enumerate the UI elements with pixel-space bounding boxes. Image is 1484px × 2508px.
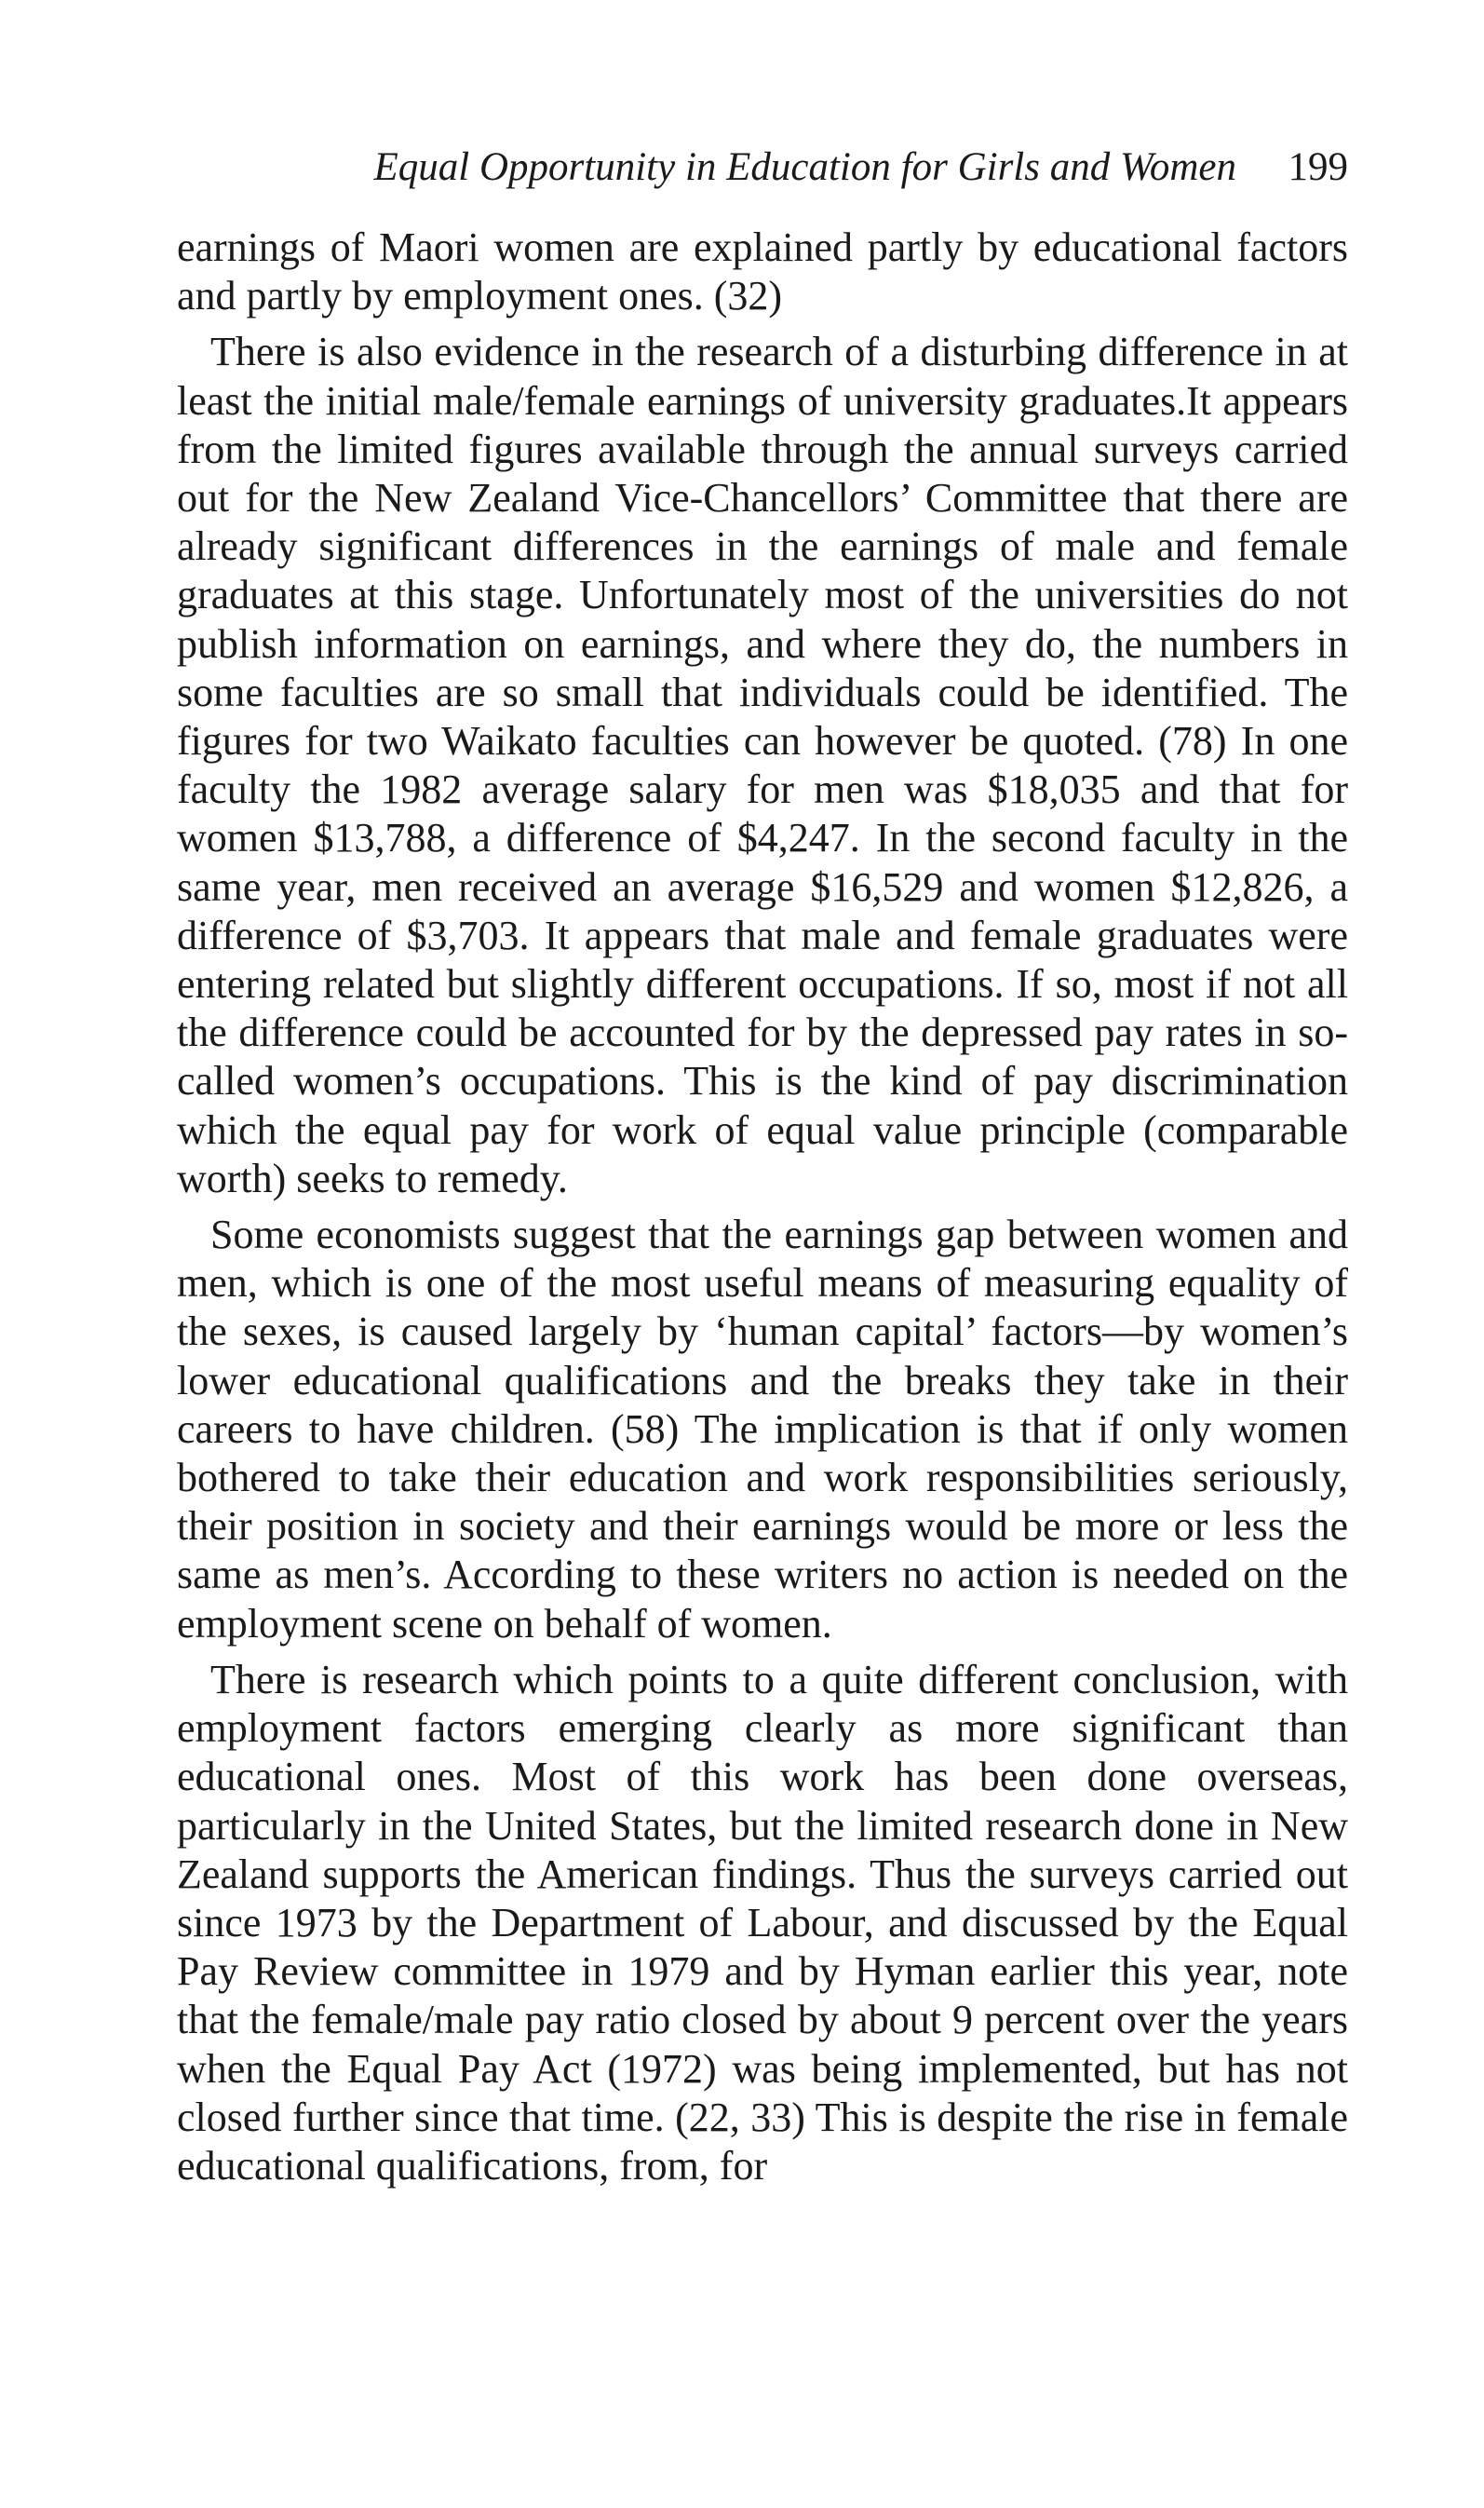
- paragraph-graduate-earnings: There is also evidence in the research of a disturbing difference in at least the initial male/female earnings of university graduates.It appears from the limited figures available through the annual surveys carried out for the New Zealand Vice-Chancellors’ Committee that there are already significant differences in the earnings of male and female graduates at this stage. Unfortunately most of the universities do not publish information on earnings, and where they do, the numbers in some faculties are so small that individuals could be identified. The figures for two Waikato faculties can however be quoted. (78) In one faculty the 1982 average salary for men was $18,035 and that for women $13,788, a difference of $4,247. In the second faculty in the same year, men received an average $16,529 and women $12,826, a difference of $3,703. It appears that male and female graduates were entering related but slightly different occupations. If so, most if not all the difference could be accounted for by the depressed pay rates in so-called women’s occupations. This is the kind of pay discrimination which the equal pay for work of equal value principle (comparable worth) seeks to remedy.: [177, 329, 1348, 1201]
- running-title: Equal Opportunity in Education for Girls and Women: [373, 145, 1236, 189]
- paragraph-human-capital: Some economists suggest that the earnings gap between women and men, which is one of the most useful means of measuring equality of the sexes, is caused largely by ‘human capital’ factors—by women’s lower educational qualifications and the breaks they take in their careers to have children. (58) The implication is that if only women bothered to take their education and work responsibilities seriously, their position in society and their earnings would be more or less the same as men’s. According to these writers no action is needed on the employment scene on behalf of women.: [177, 1212, 1348, 1647]
- body-text: [177, 224, 1348, 2190]
- paragraph-employment-factors: There is research which points to a quite different conclusion, with employment factors emerging clearly as more significant than educational ones. Most of this work has been done overseas, particularly in the United States, but the limited research done in New Zealand supports the American findings. Thus the surveys carried out since 1973 by the Department of Labour, and discussed by the Equal Pay Review committee in 1979 and by Hyman earlier this year, note that the female/male pay ratio closed by about 9 percent over the years when the Equal Pay Act (1972) was being implemented, but has not closed further since that time. (22, 33) This is despite the rise in female educational qualifications, from, for: [177, 1656, 1348, 2189]
- running-head: [177, 140, 1348, 196]
- paragraph-continued: earnings of Maori women are explained partly by educational factors and partly by employment ones. (32): [177, 224, 1348, 319]
- page-number: 199: [1288, 145, 1348, 189]
